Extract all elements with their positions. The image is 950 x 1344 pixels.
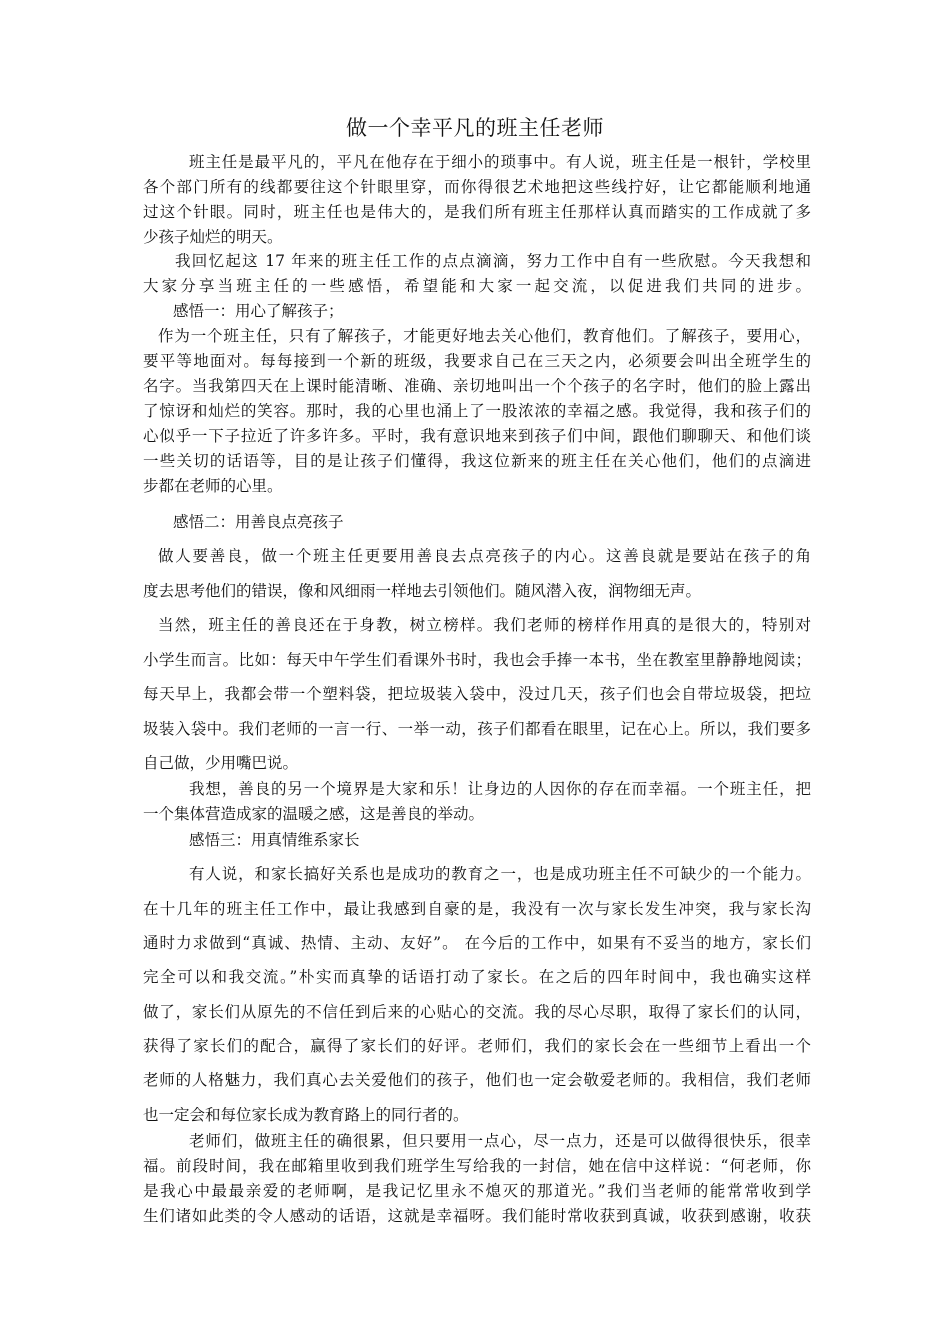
paragraph-line: 度去思考他们的错误，像和风细雨一样地去引领他们。随风潜入夜，润物细无声。 bbox=[143, 582, 702, 600]
document-title: 做一个幸平凡的班主任老师 bbox=[346, 116, 604, 140]
paragraph-line: 我想，善良的另一个境界是大家和乐！让身边的人因你的存在而幸福。一个班主任，把 bbox=[189, 780, 811, 798]
paragraph-line: 也一定会和每位家长成为教育路上的同行者的。 bbox=[143, 1106, 469, 1124]
paragraph-line: 各个部门所有的线都要往这个针眼里穿，而你得很艺术地把这些线拧好，让它都能顺利地通 bbox=[143, 178, 811, 196]
paragraph-line: 做人要善良，做一个班主任更要用善良去点亮孩子的内心。这善良就是要站在孩子的角 bbox=[158, 547, 811, 565]
paragraph-line: 做了，家长们从原先的不信任到后来的心贴心的交流。我的尽心尽职，取得了家长们的认同， bbox=[143, 1003, 811, 1021]
paragraph-line: 作为一个班主任，只有了解孩子，才能更好地去关心他们，教育他们。了解孩子，要用心， bbox=[158, 327, 811, 345]
paragraph-line: 自己做，少用嘴巴说。 bbox=[143, 754, 299, 772]
paragraph-line: 感悟二：用善良点亮孩子 bbox=[173, 513, 344, 531]
paragraph-line: 感悟三：用真情维系家长 bbox=[189, 831, 360, 849]
paragraph-line: 生们诸如此类的令人感动的话语，这就是幸福呀。我们能时常收获到真诚，收获到感谢，收获 bbox=[143, 1207, 811, 1225]
paragraph-line: 完全可以和我交流。”朴实而真挚的话语打动了家长。在之后的四年时间中，我也确实这样 bbox=[143, 968, 811, 986]
paragraph-line: 班主任是最平凡的，平凡在他存在于细小的琐事中。有人说，班主任是一根针，学校里 bbox=[189, 153, 811, 171]
paragraph-line: 一个集体营造成家的温暖之感，这是善良的举动。 bbox=[143, 805, 485, 823]
paragraph-line: 老师的人格魅力，我们真心去关爱他们的孩子，他们也一定会敬爱老师的。我相信，我们老师 bbox=[143, 1071, 811, 1089]
paragraph-line: 有人说，和家长搞好关系也是成功的教育之一，也是成功班主任不可缺少的一个能力。 bbox=[189, 865, 811, 883]
paragraph-line: 福。前段时间，我在邮箱里收到我们班学生写给我的一封信，她在信中这样说：“何老师，你 bbox=[143, 1157, 811, 1175]
paragraph-line: 每天早上，我都会带一个塑料袋，把垃圾装入袋中，没过几天，孩子们也会自带垃圾袋，把垃 bbox=[143, 685, 811, 703]
paragraph-line: 小学生而言。比如：每天中午学生们看课外书时，我也会手捧一本书，坐在教室里静静地阅读； bbox=[143, 651, 811, 669]
paragraph-line: 感悟一：用心了解孩子； bbox=[173, 302, 344, 320]
paragraph-line: 少孩子灿烂的明天。 bbox=[143, 228, 283, 246]
paragraph-line: 名字。当我第四天在上课时能清晰、准确、亲切地叫出一个个孩子的名字时，他们的脸上露出 bbox=[143, 377, 811, 395]
paragraph-line: 在十几年的班主任工作中，最让我感到自豪的是，我没有一次与家长发生冲突，我与家长沟 bbox=[143, 900, 811, 918]
paragraph-line: 获得了家长们的配合，赢得了家长们的好评。老师们，我们的家长会在一些细节上看出一个 bbox=[143, 1037, 811, 1055]
paragraph-line: 我回忆起这 17 年来的班主任工作的点点滴滴，努力工作中自有一些欣慰。今天我想和 bbox=[175, 252, 811, 270]
paragraph-line: 要平等地面对。每每接到一个新的班级，我要求自己在三天之内，必须要会叫出全班学生的 bbox=[143, 352, 811, 370]
paragraph-line: 心似乎一下子拉近了许多许多。平时，我有意识地来到孩子们中间，跟他们聊聊天、和他们谈 bbox=[143, 427, 811, 445]
paragraph-line: 通时力求做到“真诚、热情、主动、友好”。 在今后的工作中，如果有不妥当的地方，家长们 bbox=[143, 934, 811, 952]
paragraph-line: 大家分享当班主任的一些感悟，希望能和大家一起交流，以促进我们共同的进步。 bbox=[143, 277, 811, 295]
paragraph-line: 圾装入袋中。我们老师的一言一行、一举一动，孩子们都看在眼里，记在心上。所以，我们要多 bbox=[143, 720, 811, 738]
paragraph-line: 过这个针眼。同时，班主任也是伟大的，是我们所有班主任那样认真而踏实的工作成就了多 bbox=[143, 203, 811, 221]
paragraph-line: 老师们，做班主任的确很累，但只要用一点心，尽一点力，还是可以做得很快乐，很幸 bbox=[189, 1132, 811, 1150]
paragraph-line: 是我心中最最亲爱的老师啊，是我记忆里永不熄灭的那道光。”我们当老师的能常常收到学 bbox=[143, 1182, 811, 1200]
paragraph-line: 步都在老师的心里。 bbox=[143, 477, 283, 495]
paragraph-line: 当然，班主任的善良还在于身教，树立榜样。我们老师的榜样作用真的是很大的，特别对 bbox=[158, 616, 811, 634]
paragraph-line: 一些关切的话语等，目的是让孩子们懂得，我这位新来的班主任在关心他们，他们的点滴进 bbox=[143, 452, 811, 470]
paragraph-line: 了惊讶和灿烂的笑容。那时，我的心里也涌上了一股浓浓的幸福之感。我觉得，我和孩子们的 bbox=[143, 402, 811, 420]
